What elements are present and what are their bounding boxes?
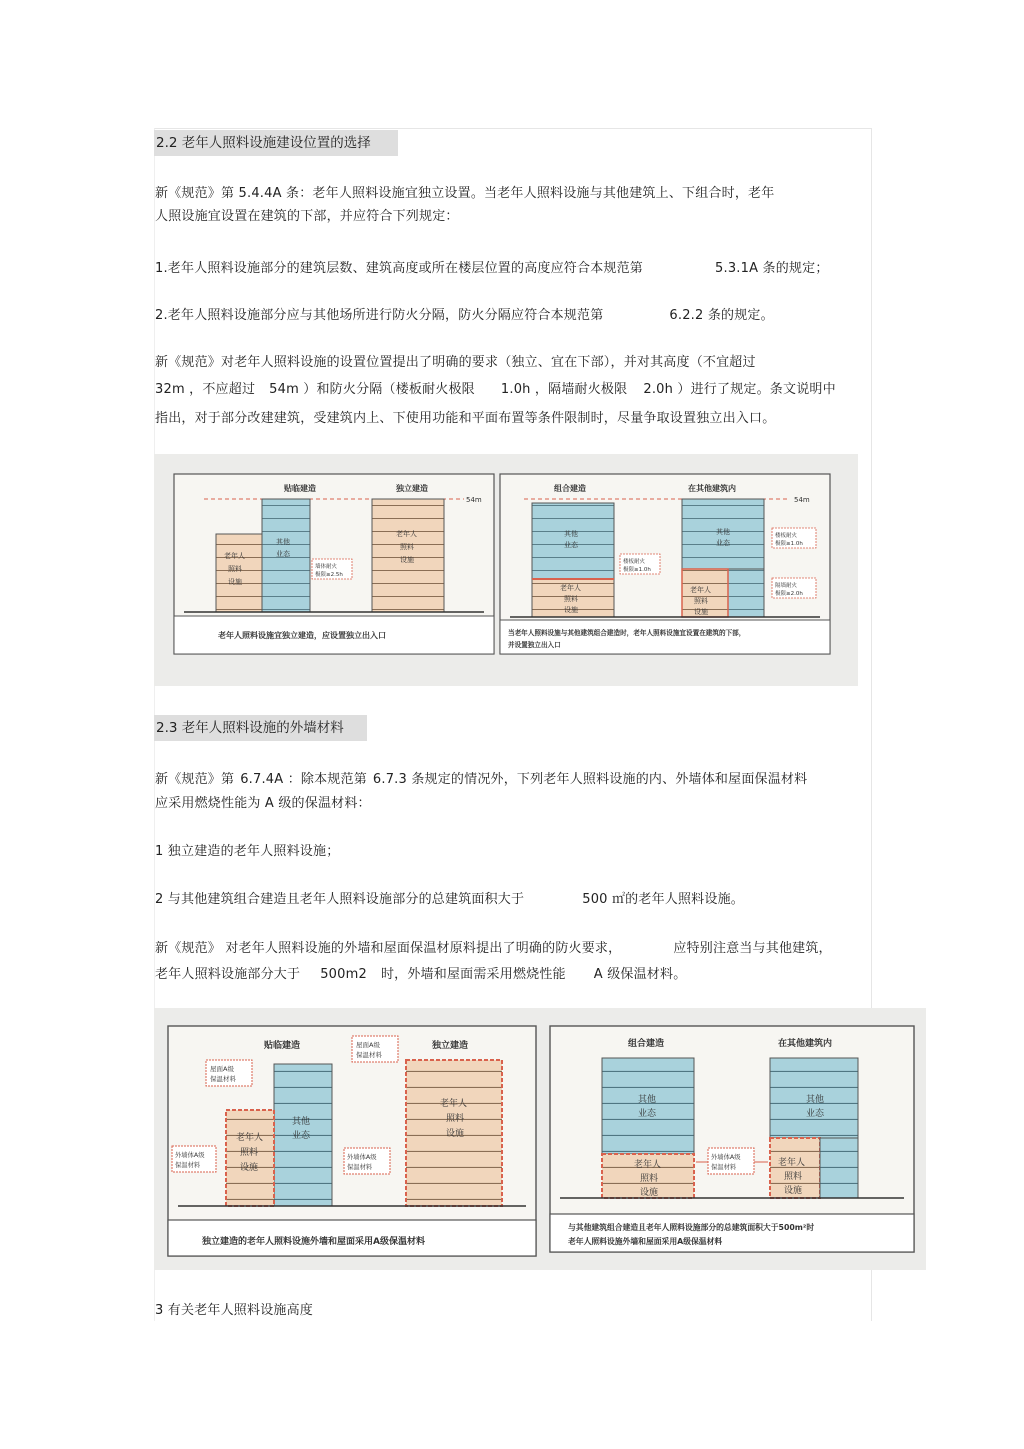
fig1-elderly-label: 照料 xyxy=(400,543,414,551)
section-heading-2-2: 2.2 老年人照料设施建设位置的选择 xyxy=(154,130,398,156)
list-item-text: 2.老年人照料设施部分应与其他场所进行防火分隔，防火分隔应符合本规范第 xyxy=(155,308,604,323)
fig2-elderly-label: 设施 xyxy=(640,1188,659,1198)
figure-insulation-svg xyxy=(154,1008,926,1270)
paragraph-text: 新《规范》对老年人照料设施的设置位置提出了明确的要求（独立、宜在下部），并对其高度（不宜超过 xyxy=(155,355,756,370)
text-span: 应特别注意当与其他建筑， xyxy=(673,941,832,956)
text-span: 时，外墙和屋面需采用燃烧性能 xyxy=(380,967,566,982)
list-item: 1 独立建造的老年人照料设施； xyxy=(155,844,340,859)
list-item-text: 2 与其他建筑组合建造且老年人照料设施部分的总建筑面积大于 xyxy=(155,892,525,907)
text-span: 新《规范》 对老年人照料设施的外墙和屋面保温材原料提出了明确的防火要求， xyxy=(155,941,622,956)
fig2-elderly-label: 老年人 xyxy=(634,1160,662,1170)
fig1-elderly-label: 照料 xyxy=(564,595,578,603)
paragraph-text xyxy=(155,378,836,402)
fig1-other-label: 其他 xyxy=(564,530,578,538)
fig2-elderly-label: 设施 xyxy=(784,1186,803,1196)
fig1-right-caption: 当老年人照料设施与其他建筑组合建造时，老年人照料设施宜设置在建筑的下部， xyxy=(508,629,746,637)
list-item xyxy=(155,888,744,912)
text-span: 500m2 xyxy=(320,967,367,982)
fig2-right-caption: 与其他建筑组合建造且老年人照料设施部分的总建筑面积大于500m²时 xyxy=(568,1223,815,1232)
list-item-text: 1.老年人照料设施部分的建筑层数、建筑高度或所在楼层位置的高度应符合本规范第 xyxy=(155,261,644,276)
fig1-elderly-label: 照料 xyxy=(228,565,242,573)
fig2-elderly-label: 照料 xyxy=(640,1174,659,1184)
fig2-elderly-label: 照料 xyxy=(446,1114,465,1124)
fig2-other-label: 业态 xyxy=(638,1109,657,1119)
list-item-ref: 5.3.1A 条的规定； xyxy=(715,261,829,276)
list-item-ref: 500 ㎡的老年人照料设施。 xyxy=(582,892,744,907)
fig2-right-caption: 老年人照料设施外墙和屋面采用A级保温材料 xyxy=(568,1237,723,1246)
fig2-elderly-label: 设施 xyxy=(446,1129,465,1139)
fig1-note: 楼板耐火 xyxy=(623,559,646,565)
fig1-note: 极限≥2.0h xyxy=(775,591,803,597)
fig1-right-height-label: 54m xyxy=(794,496,810,504)
text-span: 54m ）和防火分隔（楼板耐火极限 xyxy=(269,382,475,397)
fig1-left-title-a: 贴临建造 xyxy=(284,484,316,493)
figure-insulation-diagram xyxy=(154,1008,926,1270)
fig2-other-label: 其他 xyxy=(806,1095,825,1105)
text-span: 6.7.3 条规定的情况外，下列老年人照料设施的内、外墙体和屋面保温材料 xyxy=(372,772,808,787)
fig1-elderly-label: 老年人 xyxy=(224,552,245,560)
fig2-left-caption: 独立建造的老年人照料设施外墙和屋面采用A级保温材料 xyxy=(202,1237,425,1247)
fig1-other-label: 业态 xyxy=(716,539,730,547)
fig1-other-label: 业态 xyxy=(564,541,578,549)
fig2-roof-note: 屋面A级 xyxy=(210,1065,234,1073)
paragraph-text xyxy=(155,768,807,792)
fig1-left-title-b: 独立建造 xyxy=(396,484,428,493)
fig2-wall-note: 保温材料 xyxy=(175,1162,201,1169)
section-heading-2-3: 2.3 老年人照料设施的外墙材料 xyxy=(154,715,367,741)
figure-location-diagram xyxy=(154,454,858,686)
text-span: A 级保温材料。 xyxy=(593,967,687,982)
fig1-elderly-label: 老年人 xyxy=(396,530,417,538)
fig1-right-title-a: 组合建造 xyxy=(554,484,586,493)
fig1-elderly-label: 老年人 xyxy=(560,584,581,592)
list-item xyxy=(155,304,774,328)
paragraph-text xyxy=(155,937,832,961)
fig2-right-title-b: 在其他建筑内 xyxy=(778,1039,833,1049)
paragraph-text xyxy=(155,963,686,987)
fig1-note: 墙体耐火 xyxy=(315,564,338,570)
fig1-left-caption: 老年人照料设施宜独立建造，应设置独立出入口 xyxy=(218,631,386,640)
fig2-roof-note: 保温材料 xyxy=(210,1075,236,1083)
fig2-other-label: 其他 xyxy=(292,1117,311,1127)
fig2-elderly-label: 设施 xyxy=(240,1163,259,1173)
paragraph-text: 指出，对于部分改建建筑，受建筑内上、下使用功能和平面布置等条件限制时，尽量争取设置独立出入口。 xyxy=(155,411,776,426)
fig2-roof-note: 保温材料 xyxy=(356,1051,382,1059)
list-item-ref: 6.2.2 条的规定。 xyxy=(669,308,774,323)
fig1-note: 楼板耐火 xyxy=(775,533,798,539)
paragraph-text: 新《规范》第 5.4.4A 条：老年人照料设施宜独立设置。当老年人照料设施与其他建筑上、下组合时，老年 xyxy=(155,186,775,201)
fig2-roof-note: 屋面A级 xyxy=(356,1041,380,1049)
fig1-other-label: 其他 xyxy=(276,538,290,546)
fig2-left-title-a: 贴临建造 xyxy=(264,1041,301,1051)
fig2-left-title-b: 独立建造 xyxy=(432,1041,469,1051)
fig1-note: 极限≥1.0h xyxy=(775,541,803,547)
fig2-wall-note: 外墙体A级 xyxy=(175,1152,205,1159)
fig1-note: 极限≥2.5h xyxy=(315,572,343,578)
text-span: 2.0h ）进行了规定。条文说明中 xyxy=(643,382,836,397)
fig1-right-caption: 并设置独立出入口 xyxy=(508,641,561,649)
fig1-note: 隔墙耐火 xyxy=(775,583,798,589)
text-span: 32m ，不应超过 xyxy=(155,382,256,397)
section-heading-3: 3 有关老年人照料设施高度 xyxy=(155,1303,314,1318)
fig2-right-title-a: 组合建造 xyxy=(628,1039,665,1049)
fig1-elderly-label: 照料 xyxy=(694,597,708,605)
fig1-elderly-building xyxy=(216,534,262,612)
text-span: 老年人照料设施部分大于 xyxy=(155,967,301,982)
fig2-elderly-label: 照料 xyxy=(240,1148,259,1158)
fig1-note: 极限≥1.0h xyxy=(623,567,651,573)
fig1-left-height-label: 54m xyxy=(466,496,482,504)
fig2-elderly-label: 老年人 xyxy=(236,1133,264,1143)
fig2-wall-note: 保温材料 xyxy=(347,1164,373,1171)
fig1-elderly-label: 设施 xyxy=(694,608,708,616)
fig2-wall-note: 外墙体A级 xyxy=(347,1154,377,1161)
fig1-right-title-b: 在其他建筑内 xyxy=(688,484,736,493)
paragraph-text: 应采用燃烧性能为 A 级的保温材料： xyxy=(155,796,371,811)
paragraph-text: 人照设施宜设置在建筑的下部，并应符合下列规定： xyxy=(155,209,459,224)
fig2-other-label: 业态 xyxy=(806,1109,825,1119)
fig1-elderly-label: 设施 xyxy=(400,556,414,564)
fig2-elderly-label: 老年人 xyxy=(440,1099,468,1109)
fig1-elderly-label: 设施 xyxy=(564,606,578,614)
fig2-wall-note: 外墙体A级 xyxy=(711,1154,741,1161)
fig1-elderly-label: 老年人 xyxy=(690,586,711,594)
text-span: 1.0h ，隔墙耐火极限 xyxy=(500,382,628,397)
fig2-elderly-label: 老年人 xyxy=(778,1158,806,1168)
fig2-other-label: 业态 xyxy=(292,1131,311,1141)
text-span: 6.7.4A ：除本规范第 xyxy=(240,772,367,787)
text-span: 新《规范》第 xyxy=(155,772,235,787)
list-item xyxy=(155,257,829,281)
fig2-elderly-label: 照料 xyxy=(784,1172,803,1182)
fig1-other-label: 业态 xyxy=(276,550,290,558)
figure-location-svg xyxy=(154,454,858,686)
fig2-other-label: 其他 xyxy=(638,1095,657,1105)
fig1-elderly-label: 设施 xyxy=(228,578,242,586)
fig1-other-label: 其他 xyxy=(716,528,730,536)
fig2-wall-note: 保温材料 xyxy=(711,1164,737,1171)
